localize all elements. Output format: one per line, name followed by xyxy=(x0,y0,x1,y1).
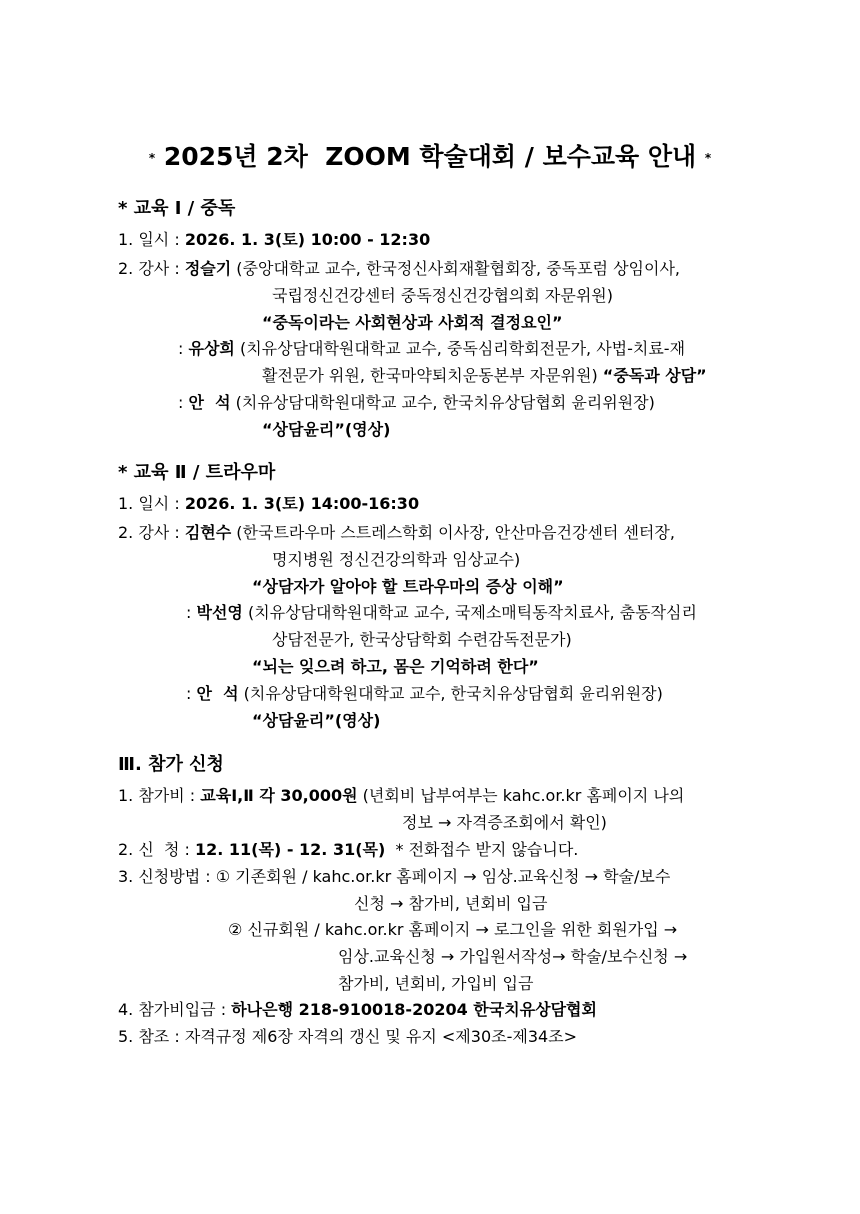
section2-lecture3-suffix: (영상) xyxy=(334,711,381,730)
section3-method2-a: ② 신규회원 / kahc.or.kr 홈페이지 → 로그인을 위한 회원가입 → xyxy=(228,920,678,939)
section3-fee xyxy=(118,785,684,807)
section1-lecture2-title: “중독과 상담” xyxy=(602,366,707,385)
section1-lecturer1 xyxy=(118,258,680,280)
section1-lecturer3-desc: (치유상담대학원대학교 교수, 한국치유상담협회 윤리위원장) xyxy=(230,393,655,412)
section2-lecturer3-desc: (치유상담대학원대학교 교수, 한국치유상담협회 윤리위원장) xyxy=(238,684,663,703)
title-star-left: * xyxy=(148,151,156,165)
section3-method xyxy=(118,866,670,888)
section1-lecturer1-name: 정슬기 xyxy=(184,259,232,278)
section2-date-value: 2026. 1. 3(토) 14:00-16:30 xyxy=(184,494,420,513)
section3-apply xyxy=(118,839,578,861)
section3-apply-note: * 전화접수 받지 않습니다. xyxy=(385,840,579,859)
section2-lecturer1-name: 김현수 xyxy=(184,523,232,542)
section1-lecturer1-desc-a: (중앙대학교 교수, 한국정신사회재활협회장, 중독포럼 상임이사, xyxy=(231,259,680,278)
title-text: 2025년 2차 ZOOM 학술대회 / 보수교육 안내 xyxy=(163,142,697,171)
section3-method-label: 3. 신청방법 : xyxy=(118,867,216,886)
section3-fee-note-b: 정보 → 자격증조회에서 확인) xyxy=(402,813,607,832)
section3-reference: 5. 참조 : 자격규정 제6장 자격의 갱신 및 유지 <제30조-제34조> xyxy=(118,1027,578,1046)
section1-lecturer3-name: 안 석 xyxy=(188,393,231,412)
section1-date-label: 1. 일시 : xyxy=(118,230,185,249)
section3-heading: Ⅲ. 참가 신청 xyxy=(118,754,224,775)
section1-lecture1-title: “중독이라는 사회현상과 사회적 결정요인” xyxy=(262,313,563,332)
section1-lecturer2-name: 유상희 xyxy=(188,339,235,358)
section3-fee-value: 교육Ⅰ,Ⅱ 각 30,000원 xyxy=(200,786,358,805)
section1-lecturer2-desc-a: (치유상담대학원대학교 교수, 중독심리학회전문가, 사법-치료-재 xyxy=(234,339,686,358)
section1-lecturer2-prefix: : xyxy=(178,339,189,358)
section1-lecture3 xyxy=(262,419,390,441)
section3-deposit-label: 4. 참가비입금 : xyxy=(118,1000,232,1019)
section2-lecturer1-desc-b: 명지병원 정신건강의학과 임상교수) xyxy=(272,550,521,569)
section2-lecture3-title: “상담윤리” xyxy=(252,711,335,730)
section3-fee-note-a: (년회비 납부여부는 kahc.or.kr 홈페이지 나의 xyxy=(357,786,685,805)
section2-date xyxy=(118,493,419,515)
section1-date xyxy=(118,229,430,251)
section2-lecturer2-desc-a: (치유상담대학원대학교 교수, 국제소매틱동작치료사, 춤동작심리 xyxy=(242,603,697,622)
section2-lecturer2-desc-b: 상담전문가, 한국상담학회 수련감독전문가) xyxy=(272,630,572,649)
page-title xyxy=(0,140,860,175)
section2-lecturer3-name: 안 석 xyxy=(196,684,239,703)
section3-method1-a: ① 기존회원 / kahc.or.kr 홈페이지 → 임상.교육신청 → 학술/보수 xyxy=(215,867,671,886)
section2-date-label: 1. 일시 : xyxy=(118,494,185,513)
section1-lecture3-title: “상담윤리” xyxy=(262,420,345,439)
section3-method2-b: 임상.교육신청 → 가입원서작성→ 학술/보수신청 → xyxy=(338,947,688,966)
section1-lecturer2-desc-b: 활전문가 위원, 한국마약퇴치운동본부 자문위원) xyxy=(262,366,603,385)
section2-lecturer3 xyxy=(186,683,663,705)
section2-heading: * 교육 Ⅱ / 트라우마 xyxy=(118,462,276,483)
section1-heading: * 교육 Ⅰ / 중독 xyxy=(118,198,236,219)
title-star-right: * xyxy=(704,151,712,165)
section2-lecturer2-prefix: : xyxy=(186,603,197,622)
section1-lecturer3-prefix: : xyxy=(178,393,189,412)
section3-method1-b: 신청 → 참가비, 년회비 입금 xyxy=(354,894,548,913)
section1-lecturer3 xyxy=(178,392,655,414)
section3-fee-label: 1. 참가비 : xyxy=(118,786,201,805)
section1-lecture3-suffix: (영상) xyxy=(344,420,391,439)
section2-lecturer2-name: 박선영 xyxy=(196,603,243,622)
section1-lecturer-label: 2. 강사 : xyxy=(118,259,185,278)
section2-lecturer-label: 2. 강사 : xyxy=(118,523,185,542)
section2-lecturer1 xyxy=(118,522,675,544)
section2-lecture1-title: “상담자가 알아야 할 트라우마의 증상 이해” xyxy=(252,577,564,596)
section1-lecturer1-desc-b: 국립정신건강센터 중독정신건강협의회 자문위원) xyxy=(272,286,613,305)
section3-deposit xyxy=(118,999,597,1021)
section1-lecturer2-line2 xyxy=(262,365,707,387)
section2-lecture2-title: “뇌는 잊으려 하고, 몸은 기억하려 한다” xyxy=(252,657,539,676)
section2-lecturer1-desc-a: (한국트라우마 스트레스학회 이사장, 안산마음건강센터 센터장, xyxy=(231,523,675,542)
section1-lecturer2 xyxy=(178,338,685,360)
section2-lecturer2 xyxy=(186,602,697,624)
section2-lecturer3-prefix: : xyxy=(186,684,197,703)
section3-apply-value: 12. 11(목) - 12. 31(목) xyxy=(195,840,386,859)
section3-apply-label: 2. 신 청 : xyxy=(118,840,195,859)
section3-deposit-value: 하나은행 218-910018-20204 한국치유상담협회 xyxy=(231,1000,597,1019)
section3-method2-c: 참가비, 년회비, 가입비 입금 xyxy=(338,974,534,993)
section1-date-value: 2026. 1. 3(토) 10:00 - 12:30 xyxy=(184,230,431,249)
section2-lecture3 xyxy=(252,710,380,732)
